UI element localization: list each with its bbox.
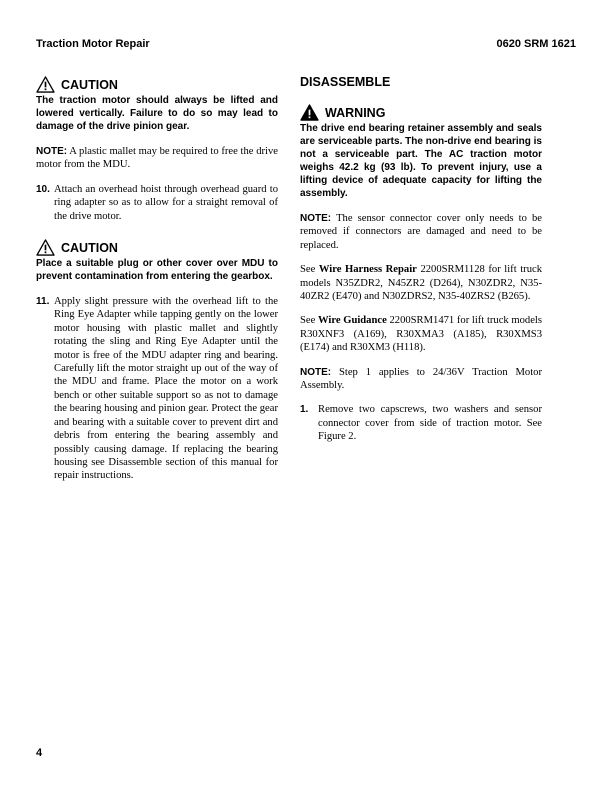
warning-triangle-icon — [300, 104, 319, 121]
note-label: NOTE: — [300, 366, 332, 378]
caution-heading — [36, 239, 278, 256]
header-doc-number: 0620 SRM 1621 — [496, 38, 576, 50]
step-number: 11. — [36, 296, 50, 308]
step-text: Remove two capscrews, two washers and sensor connector cover from side of traction motor. See Figure 2. — [318, 404, 542, 443]
reference-text: 2200SRM1128 for lift truck models N35ZDR2, N45ZR2 (D264), N30ZDR2, N35-40ZR2 (E470) and N30ZDRS2, N35-40ZRS2 (B265). — [300, 264, 542, 303]
reference-text: 2200SRM1471 for lift truck models R30XNF3 (A169), R30XMA3 (A185), R30XMS3 (E174) and R30XM3 (H118). — [300, 315, 542, 354]
right-column — [300, 74, 542, 455]
reference-title: Wire Guidance — [317, 315, 387, 327]
note-paragraph — [300, 212, 542, 252]
caution-triangle-icon — [36, 239, 55, 256]
note-label: NOTE: — [300, 213, 332, 224]
note-paragraph — [300, 366, 542, 393]
header-section-title: Traction Motor Repair — [36, 38, 150, 50]
warning-label: WARNING — [325, 105, 386, 120]
reference-prefix: See — [300, 264, 316, 276]
note-text: Step 1 applies to 24/36V Traction Motor Assembly. — [300, 366, 542, 392]
reference-paragraph — [300, 263, 542, 303]
caution-label: CAUTION — [61, 77, 118, 92]
reference-paragraph — [300, 314, 542, 354]
step-number: 10. — [36, 183, 50, 195]
warning-text: The drive end bearing retainer assembly and seals are serviceable parts. The non-drive end bearing is not a serviceable part. The AC traction motor weighs 42.2 kg (93 lb). To prevent injury, use a lifting device of adequate capacity for lifting the assembly. — [300, 123, 542, 199]
caution-heading — [36, 76, 278, 93]
left-column — [36, 74, 278, 494]
step-1 — [300, 403, 542, 443]
note-paragraph — [36, 145, 278, 172]
step-text: Apply slight pressure with the overhead lift to the Ring Eye Adapter while tapping gently on the lower motor housing with plastic mallet and slightly rotating the sling and Ring Eye Adapter until the motor is free of the MDU adapter ring and bearing. Carefully lift the motor straight up out of the way of the MDU and frame. Place the motor on a work bench or other suitable support so as not to damage the bearing housing and pinion gear. Protect the gear and bearing with a suitable cover to prevent dirt and debris from entering the bearing assembly and possibly causing damage. If replacing the bearing housing see Disassemble section of this manual for repair instructions. — [54, 296, 278, 482]
page-number: 4 — [36, 747, 43, 759]
reference-title: Wire Harness Repair — [318, 264, 417, 276]
section-heading: DISASSEMBLE — [300, 75, 391, 89]
caution-label: CAUTION — [61, 240, 118, 255]
step-10 — [36, 183, 278, 223]
step-11 — [36, 295, 278, 483]
note-text: A plastic mallet may be required to free the drive motor from the MDU. — [36, 146, 278, 171]
reference-prefix: See — [300, 315, 316, 327]
caution-text: The traction motor should always be lifted and lowered vertically. Failure to do so may lead to damage of the drive pinion gear. — [36, 95, 278, 132]
caution-text: Place a suitable plug or other cover over MDU to prevent contamination from entering the gearbox. — [36, 258, 278, 283]
step-number: 1. — [300, 404, 309, 416]
step-text: Attach an overhead hoist through overhead guard to ring adapter so as to allow for a straight removal of the drive motor. — [54, 183, 278, 222]
note-text: The sensor connector cover only needs to be removed if connectors are damaged and need to be replaced. — [300, 213, 543, 251]
note-label: NOTE: — [36, 146, 68, 157]
caution-triangle-icon — [36, 76, 55, 93]
warning-heading — [300, 104, 542, 121]
